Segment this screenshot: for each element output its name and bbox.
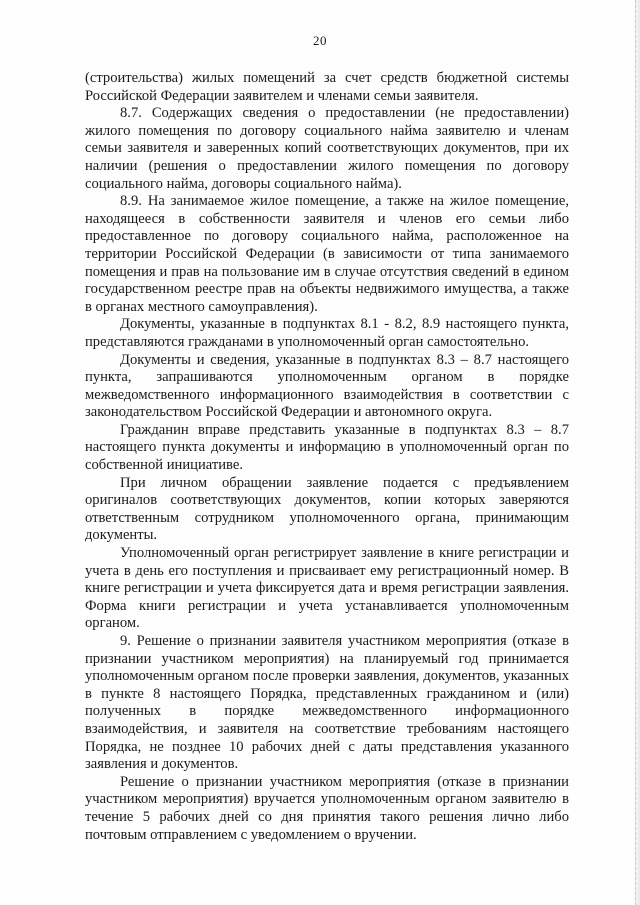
document-body [85,70,569,844]
page-number: 20 [313,33,327,48]
paragraph-interagency-requests: Документы и сведения, указанные в подпунктах 8.3 – 8.7 настоящего пункта, запрашиваются уполномоченным органом в порядке межведомственного информационного взаимодействия в соответствии с законодательством Российской Федерации и автономного округа. [85,351,569,421]
paragraph-personal-submission: При личном обращении заявление подается с предъявлением оригиналов соответствующих документов, копии которых заверяются ответственным сотрудником уполномоченного органа, принимающим документы. [85,474,569,544]
paragraph-continuation: (строительства) жилых помещений за счет средств бюджетной системы Российской Федерации заявителем и членами семьи заявителя. [85,70,569,104]
paragraph-9-decision: 9. Решение о признании заявителя участником мероприятия (отказе в признании участником мероприятия) на планируемый год принимается уполномоченным органом после проверки заявления, документов, указанных в пункте 8 настоящего Порядка, представленных гражданином и (или) полученных в порядке межведомственного информационного взаимодействия, и заявителя на соответствие требованиям настоящего Порядка, не позднее 10 рабочих дней с даты представления указанного заявления и документов. [85,633,569,773]
paragraph-self-submitted-documents: Документы, указанные в подпунктах 8.1 - 8.2, 8.9 настоящего пункта, представляются гражданами в уполномоченный орган самостоятельно. [85,316,569,350]
paragraph-own-initiative: Гражданин вправе представить указанные в подпунктах 8.3 – 8.7 настоящего пункта документы и информацию в уполномоченный орган по собственной инициативе. [85,421,569,474]
paragraph-registration: Уполномоченный орган регистрирует заявление в книге регистрации и учета в день его поступления и присваивает ему регистрационный номер. В книге регистрации и учета фиксируется дата и время регистрации заявления. Форма книги регистрации и учета устанавливается уполномоченным органом. [85,545,569,632]
paragraph-decision-delivery: Решение о признании участником мероприятия (отказе в признании участником мероприятия) вручается уполномоченным органом заявителю в течение 5 рабочих дней со дня принятия такого решения лично либо почтовым отправлением с уведомлением о вручении. [85,773,569,843]
page-edge [635,0,640,905]
paragraph-8-7: 8.7. Содержащих сведения о предоставлении (не предоставлении) жилого помещения по договору социального найма заявителю и членам семьи заявителя и заверенных копий соответствующих документов, при их наличии (решения о предоставлении жилого помещения по договору социального найма, договоры социального найма). [85,105,569,192]
paragraph-8-9: 8.9. На занимаемое жилое помещение, а также на жилое помещение, находящееся в собственности заявителя и членов его семьи либо предоставленное по договору социального найма, расположенное на территории Российской Федерации (в зависимости от типа занимаемого помещения и прав на пользование им в случае отсутствия сведений в едином государственном реестре прав на объекты недвижимого имущества, а также в органах местного самоуправления). [85,193,569,315]
